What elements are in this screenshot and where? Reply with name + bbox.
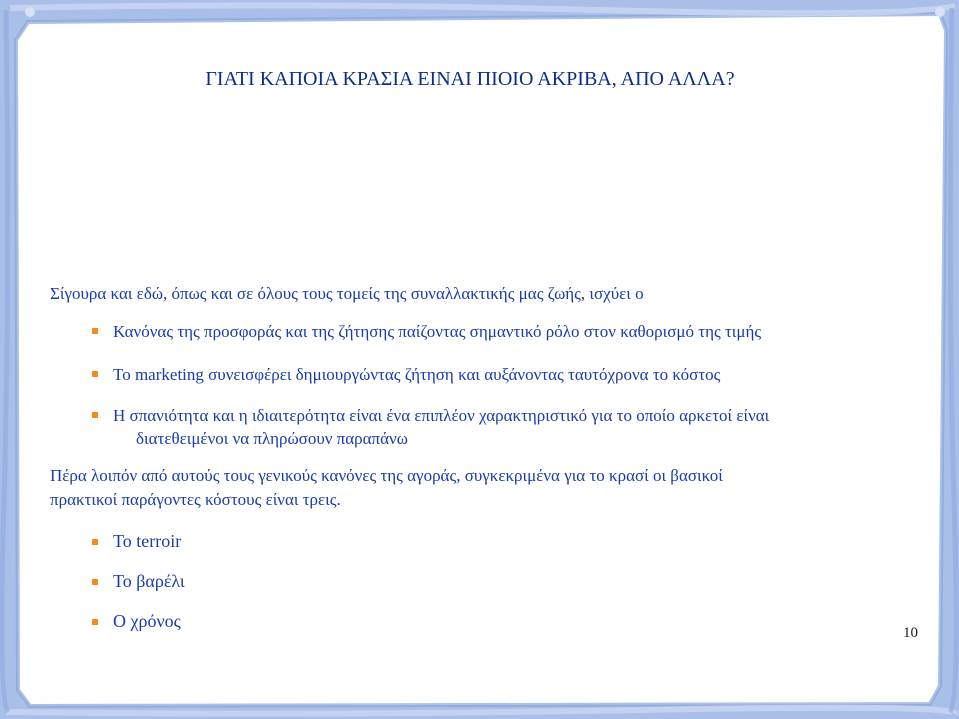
frame-inner-shadow [16, 14, 946, 706]
slide-title: ΓΙΑΤΙ ΚΑΠΟΙΑ ΚΡΑΣΙΑ ΕΙΝΑΙ ΠΙΟΙΟ ΑΚΡΙΒΑ, ΑΠΟ ΑΛΛΑ? [205, 68, 735, 90]
factor-marker-3 [92, 619, 98, 625]
bullet-marker-2 [92, 371, 98, 377]
bullet-marker-3 [92, 412, 98, 418]
factor-marker-2 [92, 579, 98, 585]
corner-pin-top-right [935, 7, 945, 17]
bullet-item-3: Η σπανιότητα και η ιδιαιτερότητα είναι ένα επιπλέον χαρακτηριστικό για το οποίο αρκετοί είναι [113, 406, 770, 425]
factor-terroir: Το terroir [113, 531, 182, 551]
factor-time: Ο χρόνος [113, 611, 181, 631]
bullet-item-3-continued: διατεθειμένοι να πληρώσουν παραπάνω [136, 429, 408, 448]
paragraph-line-2: πρακτικοί παράγοντες κόστους είναι τρεις. [50, 490, 341, 509]
corner-pin-top-left [25, 7, 35, 17]
bullet-marker-1 [92, 328, 98, 334]
paragraph-line-1: Πέρα λοιπόν από αυτούς τους γενικούς κανόνες της αγοράς, συγκεκριμένα για το κρασί οι βασικοί [50, 466, 723, 485]
bullet-item-1: Κανόνας της προσφοράς και της ζήτησης παίζοντας σημαντικό ρόλο στον καθορισμό της τιμής [113, 322, 762, 341]
factor-barrel: Το βαρέλι [113, 571, 185, 591]
intro-text: Σίγουρα και εδώ, όπως και σε όλους τους τομείς της συναλλακτικής μας ζωής, ισχύει ο [50, 284, 644, 303]
factor-marker-1 [92, 539, 98, 545]
bullet-item-2: Το marketing συνεισφέρει δημιουργώντας ζήτηση και αυξάνοντας ταυτόχρονα το κόστος [113, 365, 721, 384]
page-number: 10 [903, 625, 918, 641]
